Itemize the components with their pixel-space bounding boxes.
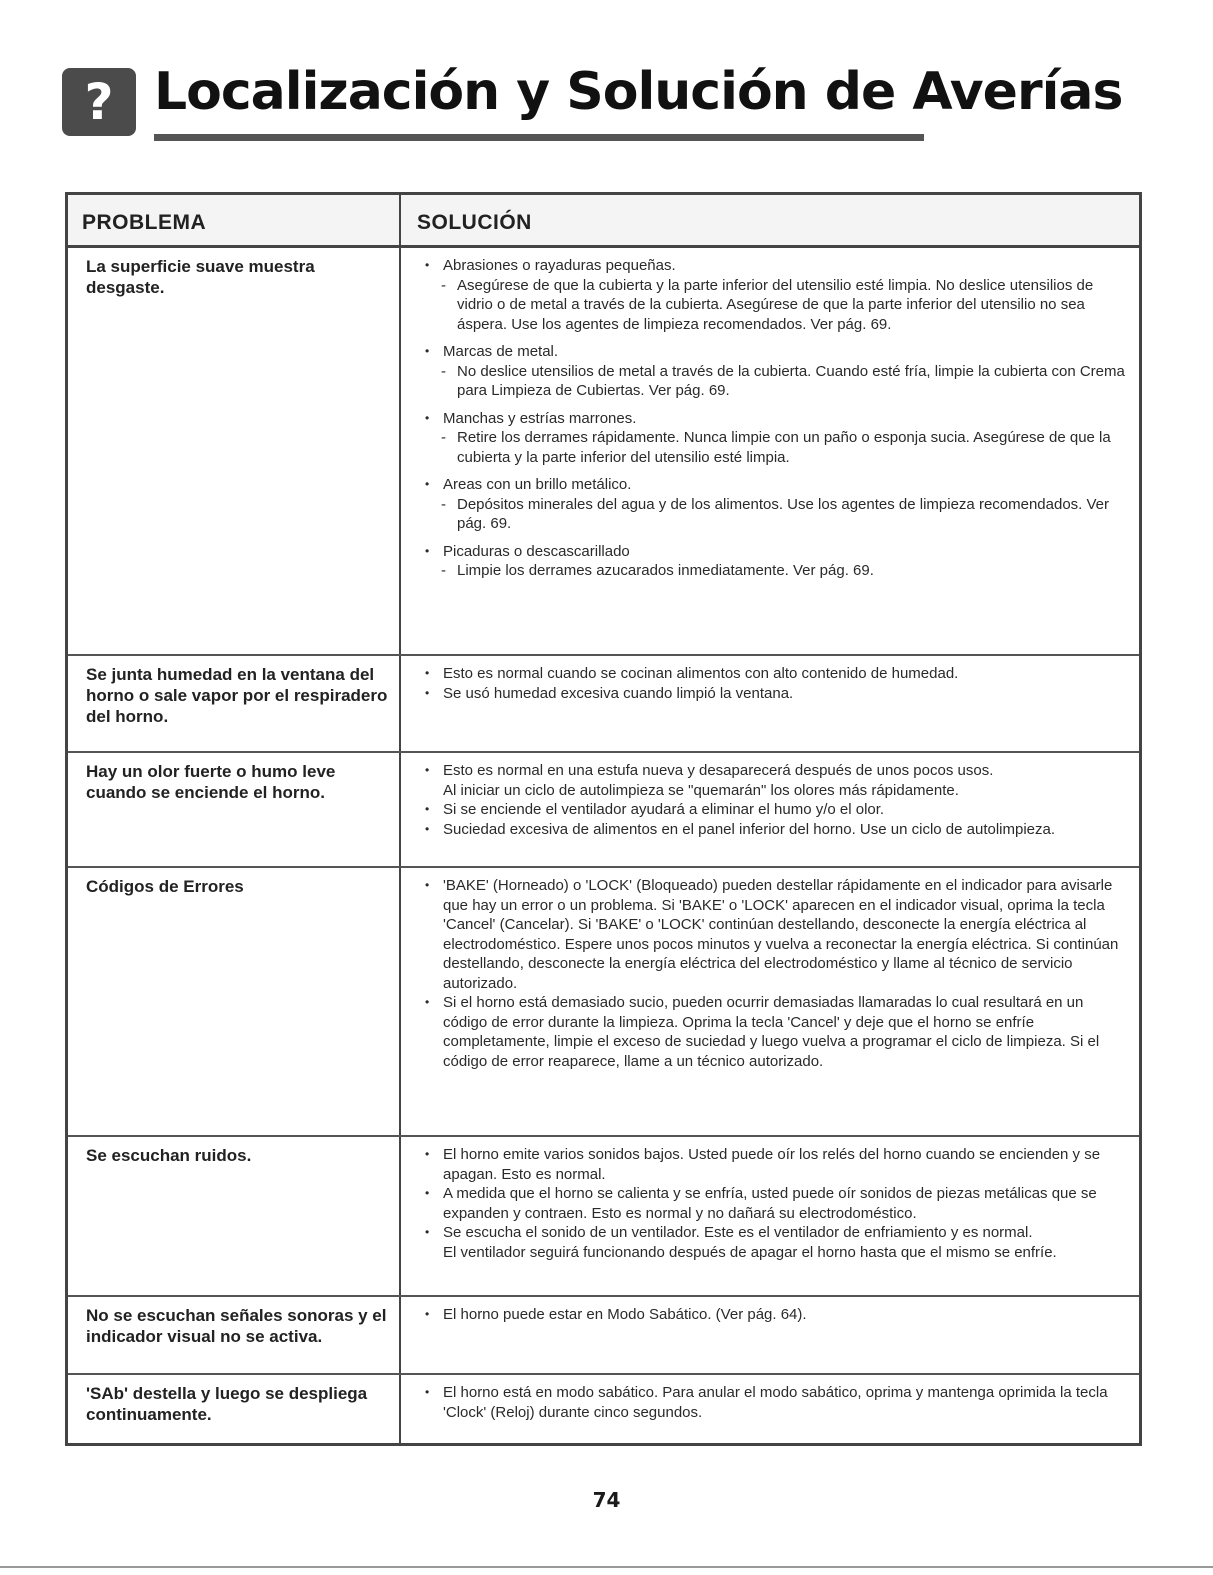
problem-cell: No se escuchan señales sonoras y el indicador visual no se activa. — [68, 1297, 401, 1373]
solution-item: • Marcas de metal. — [421, 342, 1129, 362]
solution-cell — [401, 1137, 1139, 1295]
table-row — [68, 656, 1139, 753]
solution-item: Al iniciar un ciclo de autolimpieza se "quemarán" los olores más rápidamente. — [443, 781, 959, 799]
solution-subitem: - No deslice utensilios de metal a través de la cubierta. Cuando esté fría, limpie la cubierta con Crema para Limpieza de Cubiertas. Ver pág. 69. — [421, 362, 1129, 401]
page-header — [62, 62, 1123, 162]
solution-item: • Suciedad excesiva de alimentos en el panel inferior del horno. Use un ciclo de autolimpieza. — [421, 820, 1129, 840]
problem-cell: Hay un olor fuerte o humo leve cuando se enciende el horno. — [68, 753, 401, 866]
solution-item: • Esto es normal en una estufa nueva y desaparecerá después de unos pocos usos. — [421, 761, 1129, 781]
solution-subitem: - Limpie los derrames azucarados inmediatamente. Ver pág. 69. — [421, 561, 1129, 581]
solution-item: • Areas con un brillo metálico. — [421, 475, 1129, 495]
solution-item: • Si el horno está demasiado sucio, pueden ocurrir demasiadas llamaradas lo cual resultará en un código de error durante la limpieza. Oprima la tecla 'Cancel' y deje que el horno se enfríe completamente, limpie el exceso de suciedad y luego vuelva a programar el ciclo de limpieza. Si el código de error reaparece, llame a un técnico autorizado. — [421, 993, 1129, 1071]
solution-cell — [401, 1375, 1139, 1443]
problem-cell: Códigos de Errores — [68, 868, 401, 1135]
troubleshooting-table — [65, 192, 1142, 1446]
table-row — [68, 1375, 1139, 1443]
solution-cell — [401, 753, 1139, 866]
solution-item: • Esto es normal cuando se cocinan alimentos con alto contenido de humedad. — [421, 664, 1129, 684]
solution-item: • El horno está en modo sabático. Para anular el modo sabático, oprima y mantenga oprimida la tecla 'Clock' (Reloj) durante cinco segundos. — [421, 1383, 1129, 1422]
page-title: Localización y Solución de Averías — [154, 62, 1123, 122]
solution-cell — [401, 1297, 1139, 1373]
table-row — [68, 248, 1139, 656]
bottom-divider — [0, 1566, 1213, 1568]
solution-cell — [401, 868, 1139, 1135]
solution-item: • Se usó humedad excesiva cuando limpió la ventana. — [421, 684, 1129, 704]
solution-item: • Manchas y estrías marrones. — [421, 409, 1129, 429]
table-row — [68, 868, 1139, 1137]
title-underline — [154, 134, 924, 141]
solution-item: • 'BAKE' (Horneado) o 'LOCK' (Bloqueado) pueden destellar rápidamente en el indicador para avisarle que hay un error o un problema. Si 'BAKE' o 'LOCK' aparecen en el indicador visual, oprima la tecla 'Cancel' (Cancelar). Si 'BAKE' o 'LOCK' continúan destellando, desconecte la energía eléctrica al electrodoméstico. Espere unos pocos minutos y vuelva a reconectar la energía eléctrica. Si continúan destellando, desconecte la energía eléctrica del electrodoméstico y llame al técnico de servicio autorizado. — [421, 876, 1129, 993]
problem-cell: Se junta humedad en la ventana del horno o sale vapor por el respiradero del horno. — [68, 656, 401, 751]
column-header-solution: SOLUCIÓN — [417, 211, 532, 234]
solution-item: • Picaduras o descascarillado — [421, 542, 1129, 562]
table-row — [68, 1137, 1139, 1297]
solution-cell — [401, 248, 1139, 654]
table-header — [68, 195, 1139, 248]
column-header-problem: PROBLEMA — [68, 195, 401, 245]
solution-item: • El horno puede estar en Modo Sabático. (Ver pág. 64). — [421, 1305, 1129, 1325]
solution-item: • El horno emite varios sonidos bajos. Usted puede oír los relés del horno cuando se encienden y se apagan. Esto es normal. — [421, 1145, 1129, 1184]
solution-subitem: - Asegúrese de que la cubierta y la parte inferior del utensilio esté limpia. No deslice utensilios de vidrio o de metal a través de la cubierta. Asegúrese de que la parte inferior del utensilio no sea áspera. Use los agentes de limpieza recomendados. Ver pág. 69. — [421, 276, 1129, 335]
solution-item: • Si se enciende el ventilador ayudará a eliminar el humo y/o el olor. — [421, 800, 1129, 820]
problem-cell: La superficie suave muestra desgaste. — [68, 248, 401, 654]
solution-item: • Abrasiones o rayaduras pequeñas. — [421, 256, 1129, 276]
page-number: 74 — [592, 1488, 621, 1512]
solution-subitem: - Depósitos minerales del agua y de los alimentos. Use los agentes de limpieza recomendados. Ver pág. 69. — [421, 495, 1129, 534]
problem-cell: 'SAb' destella y luego se despliega continuamente. — [68, 1375, 401, 1443]
question-icon: ? — [62, 68, 136, 136]
solution-item: • A medida que el horno se calienta y se enfría, usted puede oír sonidos de piezas metálicas que se expanden y contraen. Esto es normal y no dañará su electrodoméstico. — [421, 1184, 1129, 1223]
solution-cell — [401, 656, 1139, 751]
solution-subitem: - Retire los derrames rápidamente. Nunca limpie con un paño o esponja sucia. Asegúrese de que la cubierta y la parte inferior del utensilio esté limpia. — [421, 428, 1129, 467]
table-row — [68, 1297, 1139, 1375]
solution-item: El ventilador seguirá funcionando después de apagar el horno hasta que el mismo se enfríe. — [443, 1243, 1057, 1261]
table-row — [68, 753, 1139, 868]
problem-cell: Se escuchan ruidos. — [68, 1137, 401, 1295]
solution-item: • Se escucha el sonido de un ventilador. Este es el ventilador de enfriamiento y es normal. — [421, 1223, 1129, 1243]
